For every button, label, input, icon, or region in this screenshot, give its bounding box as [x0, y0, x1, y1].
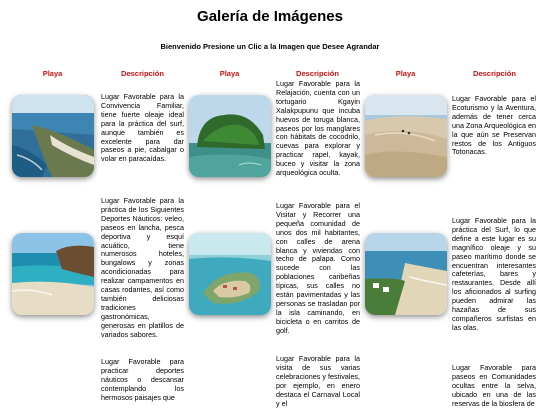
- header-descripcion-1: Descripción: [121, 69, 164, 78]
- header-descripcion-3: Descripción: [473, 69, 516, 78]
- description-9: Lugar Favorable para paseos en Comunidades ocultas entre la selva, ubicado en una de las reservas de la biosfera de: [452, 363, 536, 408]
- rocky-beach-image[interactable]: [12, 233, 94, 315]
- description-5: Lugar Favorable para el Visitar y Recorrer una pequeña comunidad de unos dos mil habitantes, con calles de arena blanca y viviendas con techo de palapa. Como sucede con las poblaciones caribeñas típicas, sus calles no están pavimentadas y las personas se trasladan por la isla caminando, en bicicleta o en carritos de golf.: [276, 201, 360, 335]
- header-playa-2: Playa: [219, 69, 240, 78]
- aerial-town-image[interactable]: [189, 233, 271, 315]
- sand-dunes-photo-icon: [365, 95, 447, 177]
- description-6: Lugar Favorable para la práctica del Surf, lo que define a este lugar es su magnífico oleaje y su paseo marítimo donde se encuentran interesantes cafeterías, bares y restaurantes. Desde allí los aficionados al surfing pueden admirar las hazañas de sus compañeros surfistas en las olas.: [452, 216, 536, 332]
- description-1: Lugar Favorable para la Convivencia Familiar, tiene fuerte oleaje ideal para la práctica del surf, aunque también es excelente para dar paseos a pie, cabalgar o volar en paracaídas.: [101, 92, 184, 164]
- boardwalk-beach-photo-icon: [365, 233, 447, 315]
- header-descripcion-2: Descripción: [296, 69, 339, 78]
- beach-coast-image[interactable]: [12, 95, 94, 177]
- boardwalk-beach-image[interactable]: [365, 233, 447, 315]
- aerial-town-photo-icon: [189, 233, 271, 315]
- island-lagoon-photo-icon: [189, 95, 271, 177]
- header-playa-3: Playa: [395, 69, 416, 78]
- header-playa-1: Playa: [42, 69, 63, 78]
- description-4: Lugar Favorable para la práctica de los Siguientes Deportes Náuticos: veleo, paseos en lancha, pesca deportiva y esquí acuático, tiene numerosos hoteles, bungalows y zonas acondicionadas para realizar campamentos en casas rodantes, así como también deliciosas tradiciones gastronómicas, generosas en platillos de variados sabores.: [101, 196, 184, 339]
- island-lagoon-image[interactable]: [189, 95, 271, 177]
- rocky-beach-photo-icon: [12, 233, 94, 315]
- description-8: Lugar Favorable para la visita de sus varias celebraciones y festivales, por ejemplo, en enero destaca el Carnaval Local y el: [276, 354, 360, 408]
- beach-coast-photo-icon: [12, 95, 94, 177]
- sand-dunes-image[interactable]: [365, 95, 447, 177]
- page-title: Galería de Imágenes: [197, 8, 343, 25]
- description-3: Lugar Favorable para el Ecoturismo y la Aventura, además de tener cerca una Zona Arqueológica en la que aún se Preservan restos de los Antiguos Totonacas.: [452, 94, 536, 157]
- page-subtitle: Bienvenido Presione un Clic a la Imagen que Desee Agrandar: [160, 42, 380, 51]
- description-7: Lugar Favorable para practicar deportes náuticos o descansar contemplando los hermosos paisajes que: [101, 357, 184, 402]
- description-2: Lugar Favorable para la Relajación, cuenta con un tortugario Kgayin Xalakpupunu que incuba huevos de toruga blanca, paseos por los manglares con hábitats de cocodrilo, cuevas para explorar y practicar rapel, kayak, buceo y visitar la zona arqueológica oculta.: [276, 79, 360, 178]
